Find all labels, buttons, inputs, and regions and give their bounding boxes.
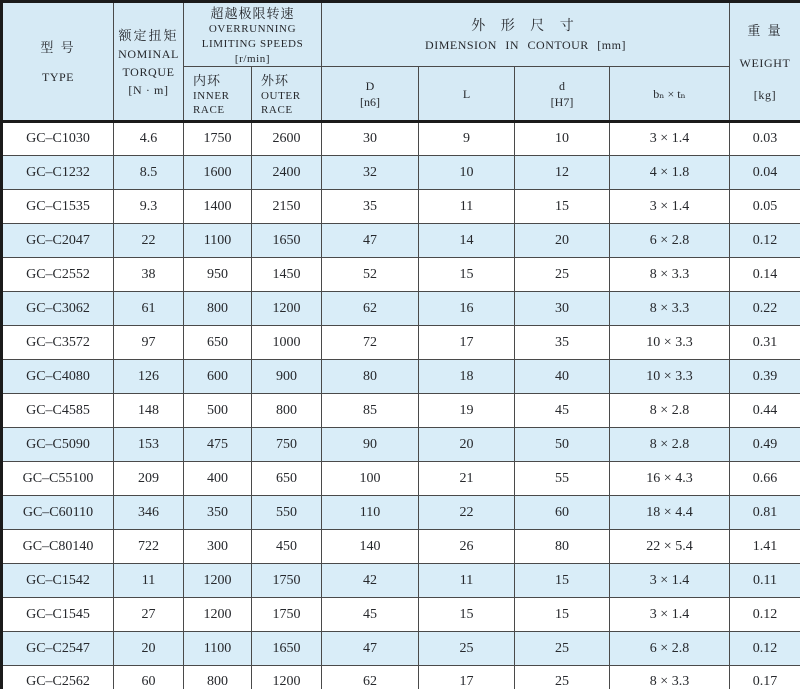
cell-keyway: 8 × 3.3 xyxy=(610,666,730,689)
header-inner-en2: RACE xyxy=(193,104,225,117)
header-dimension xyxy=(322,2,730,67)
cell-outer-speed: 2400 xyxy=(252,156,322,190)
cell-torque: 346 xyxy=(114,496,184,530)
cell-inner-speed: 1100 xyxy=(184,224,252,258)
cell-D: 110 xyxy=(322,496,419,530)
cell-d: 15 xyxy=(515,190,610,224)
table-row xyxy=(2,632,800,666)
header-torque-unit: [N · m] xyxy=(128,83,169,98)
cell-inner-speed: 300 xyxy=(184,530,252,564)
cell-L: 26 xyxy=(419,530,515,564)
cell-type: GC–C2552 xyxy=(2,258,114,292)
cell-inner-speed: 1750 xyxy=(184,122,252,156)
cell-D: 42 xyxy=(322,564,419,598)
header-weight-zh: 重 量 xyxy=(747,23,783,39)
cell-weight: 0.14 xyxy=(730,258,800,292)
table-row xyxy=(2,394,800,428)
cell-keyway: 10 × 3.3 xyxy=(610,326,730,360)
cell-keyway: 16 × 4.3 xyxy=(610,462,730,496)
cell-type: GC–C60110 xyxy=(2,496,114,530)
cell-L: 18 xyxy=(419,360,515,394)
cell-d: 50 xyxy=(515,428,610,462)
cell-outer-speed: 1450 xyxy=(252,258,322,292)
header-speeds-en2: LIMITING SPEEDS xyxy=(201,37,304,50)
header-weight-unit: [kg] xyxy=(753,88,777,103)
header-inner-race xyxy=(184,67,252,122)
table-row xyxy=(2,360,800,394)
header-weight-en: WEIGHT xyxy=(739,56,791,71)
cell-L: 17 xyxy=(419,666,515,689)
cell-d: 20 xyxy=(515,224,610,258)
cell-D: 85 xyxy=(322,394,419,428)
cell-inner-speed: 1200 xyxy=(184,564,252,598)
cell-inner-speed: 1400 xyxy=(184,190,252,224)
cell-outer-speed: 550 xyxy=(252,496,322,530)
cell-D: 62 xyxy=(322,666,419,689)
cell-torque: 22 xyxy=(114,224,184,258)
cell-inner-speed: 500 xyxy=(184,394,252,428)
cell-outer-speed: 1000 xyxy=(252,326,322,360)
cell-d: 25 xyxy=(515,258,610,292)
cell-d: 25 xyxy=(515,666,610,689)
header-speeds-unit: [r/min] xyxy=(234,52,271,65)
cell-outer-speed: 750 xyxy=(252,428,322,462)
cell-L: 16 xyxy=(419,292,515,326)
cell-type: GC–C4585 xyxy=(2,394,114,428)
header-torque-en2: TORQUE xyxy=(122,65,175,80)
header-col-d-symbol: d xyxy=(559,78,565,93)
cell-D: 80 xyxy=(322,360,419,394)
cell-type: GC–C1535 xyxy=(2,190,114,224)
cell-type: GC–C2562 xyxy=(2,666,114,689)
cell-type: GC–C1542 xyxy=(2,564,114,598)
cell-type: GC–C1545 xyxy=(2,598,114,632)
table-row xyxy=(2,326,800,360)
table-row xyxy=(2,496,800,530)
cell-type: GC–C55100 xyxy=(2,462,114,496)
cell-D: 47 xyxy=(322,224,419,258)
table-row xyxy=(2,258,800,292)
cell-L: 25 xyxy=(419,632,515,666)
cell-torque: 126 xyxy=(114,360,184,394)
table-row xyxy=(2,462,800,496)
cell-keyway: 3 × 1.4 xyxy=(610,190,730,224)
table-row xyxy=(2,122,800,156)
header-type-zh: 型 号 xyxy=(40,40,76,56)
cell-type: GC–C3572 xyxy=(2,326,114,360)
cell-inner-speed: 1200 xyxy=(184,598,252,632)
cell-keyway: 3 × 1.4 xyxy=(610,598,730,632)
header-outer-en2: RACE xyxy=(261,104,293,117)
cell-weight: 0.31 xyxy=(730,326,800,360)
cell-d: 10 xyxy=(515,122,610,156)
cell-weight: 0.05 xyxy=(730,190,800,224)
table-row xyxy=(2,224,800,258)
cell-outer-speed: 650 xyxy=(252,462,322,496)
table-row xyxy=(2,564,800,598)
cell-d: 25 xyxy=(515,632,610,666)
cell-keyway: 8 × 2.8 xyxy=(610,394,730,428)
header-col-d-tolerance: [H7] xyxy=(550,94,574,109)
header-torque-zh: 额定扭矩 xyxy=(118,28,179,44)
cell-keyway: 18 × 4.4 xyxy=(610,496,730,530)
cell-L: 20 xyxy=(419,428,515,462)
table-row xyxy=(2,156,800,190)
cell-L: 11 xyxy=(419,190,515,224)
header-dimension-zh: 外 形 尺 寸 xyxy=(471,19,580,35)
cell-torque: 38 xyxy=(114,258,184,292)
cell-weight: 0.12 xyxy=(730,632,800,666)
cell-D: 100 xyxy=(322,462,419,496)
header-col-L-symbol: L xyxy=(462,86,471,101)
cell-outer-speed: 1650 xyxy=(252,632,322,666)
table-row xyxy=(2,666,800,689)
cell-inner-speed: 400 xyxy=(184,462,252,496)
cell-torque: 60 xyxy=(114,666,184,689)
header-inner-zh: 内环 xyxy=(193,72,222,88)
cell-inner-speed: 600 xyxy=(184,360,252,394)
cell-weight: 0.12 xyxy=(730,598,800,632)
cell-D: 47 xyxy=(322,632,419,666)
cell-L: 21 xyxy=(419,462,515,496)
cell-torque: 8.5 xyxy=(114,156,184,190)
cell-keyway: 8 × 2.8 xyxy=(610,428,730,462)
header-torque-en1: NOMINAL xyxy=(118,47,179,62)
cell-type: GC–C1030 xyxy=(2,122,114,156)
cell-L: 19 xyxy=(419,394,515,428)
table-row xyxy=(2,428,800,462)
cell-weight: 0.49 xyxy=(730,428,800,462)
cell-torque: 148 xyxy=(114,394,184,428)
cell-weight: 0.66 xyxy=(730,462,800,496)
cell-type: GC–C5090 xyxy=(2,428,114,462)
cell-keyway: 3 × 1.4 xyxy=(610,564,730,598)
cell-keyway: 6 × 2.8 xyxy=(610,632,730,666)
cell-d: 55 xyxy=(515,462,610,496)
cell-L: 22 xyxy=(419,496,515,530)
cell-d: 12 xyxy=(515,156,610,190)
cell-keyway: 10 × 3.3 xyxy=(610,360,730,394)
cell-d: 40 xyxy=(515,360,610,394)
cell-outer-speed: 2150 xyxy=(252,190,322,224)
table-row xyxy=(2,292,800,326)
cell-weight: 0.11 xyxy=(730,564,800,598)
cell-outer-speed: 450 xyxy=(252,530,322,564)
cell-L: 9 xyxy=(419,122,515,156)
cell-d: 15 xyxy=(515,598,610,632)
cell-torque: 11 xyxy=(114,564,184,598)
cell-outer-speed: 900 xyxy=(252,360,322,394)
cell-torque: 97 xyxy=(114,326,184,360)
cell-type: GC–C3062 xyxy=(2,292,114,326)
cell-torque: 153 xyxy=(114,428,184,462)
cell-weight: 0.81 xyxy=(730,496,800,530)
cell-D: 90 xyxy=(322,428,419,462)
cell-weight: 0.03 xyxy=(730,122,800,156)
cell-D: 32 xyxy=(322,156,419,190)
cell-outer-speed: 800 xyxy=(252,394,322,428)
cell-inner-speed: 800 xyxy=(184,292,252,326)
cell-D: 35 xyxy=(322,190,419,224)
table-body xyxy=(2,122,800,689)
cell-keyway: 22 × 5.4 xyxy=(610,530,730,564)
cell-L: 14 xyxy=(419,224,515,258)
cell-inner-speed: 800 xyxy=(184,666,252,689)
cell-inner-speed: 350 xyxy=(184,496,252,530)
header-col-keyway xyxy=(610,67,730,122)
table-row xyxy=(2,598,800,632)
cell-keyway: 6 × 2.8 xyxy=(610,224,730,258)
header-col-D-symbol: D xyxy=(365,78,375,93)
cell-weight: 0.17 xyxy=(730,666,800,689)
cell-inner-speed: 1600 xyxy=(184,156,252,190)
header-col-D-tolerance: [n6] xyxy=(360,94,380,109)
cell-weight: 0.12 xyxy=(730,224,800,258)
cell-L: 11 xyxy=(419,564,515,598)
header-col-D xyxy=(322,67,419,122)
cell-d: 35 xyxy=(515,326,610,360)
header-outer-en1: OUTER xyxy=(261,89,301,102)
cell-d: 80 xyxy=(515,530,610,564)
cell-L: 17 xyxy=(419,326,515,360)
cell-L: 10 xyxy=(419,156,515,190)
header-col-keyway-symbol: bₙ × tₙ xyxy=(653,86,686,101)
cell-type: GC–C4080 xyxy=(2,360,114,394)
header-inner-en1: INNER xyxy=(193,89,230,102)
cell-keyway: 8 × 3.3 xyxy=(610,292,730,326)
header-outer-race xyxy=(252,67,322,122)
cell-type: GC–C2547 xyxy=(2,632,114,666)
cell-outer-speed: 1200 xyxy=(252,666,322,689)
cell-type: GC–C80140 xyxy=(2,530,114,564)
cell-D: 62 xyxy=(322,292,419,326)
cell-outer-speed: 2600 xyxy=(252,122,322,156)
cell-keyway: 8 × 3.3 xyxy=(610,258,730,292)
cell-torque: 9.3 xyxy=(114,190,184,224)
cell-inner-speed: 475 xyxy=(184,428,252,462)
header-overrunning-speeds xyxy=(184,2,322,67)
cell-outer-speed: 1750 xyxy=(252,564,322,598)
header-speeds-zh: 超越极限转速 xyxy=(210,6,295,21)
cell-torque: 4.6 xyxy=(114,122,184,156)
cell-weight: 0.39 xyxy=(730,360,800,394)
cell-torque: 27 xyxy=(114,598,184,632)
cell-d: 30 xyxy=(515,292,610,326)
header-type xyxy=(2,2,114,122)
cell-D: 140 xyxy=(322,530,419,564)
cell-torque: 722 xyxy=(114,530,184,564)
cell-d: 60 xyxy=(515,496,610,530)
cell-type: GC–C1232 xyxy=(2,156,114,190)
header-type-en: TYPE xyxy=(42,70,74,85)
cell-inner-speed: 650 xyxy=(184,326,252,360)
cell-D: 45 xyxy=(322,598,419,632)
cell-d: 45 xyxy=(515,394,610,428)
cell-L: 15 xyxy=(419,258,515,292)
cell-d: 15 xyxy=(515,564,610,598)
cell-D: 52 xyxy=(322,258,419,292)
cell-keyway: 3 × 1.4 xyxy=(610,122,730,156)
cell-outer-speed: 1200 xyxy=(252,292,322,326)
cell-D: 30 xyxy=(322,122,419,156)
cell-outer-speed: 1750 xyxy=(252,598,322,632)
cell-torque: 209 xyxy=(114,462,184,496)
cell-type: GC–C2047 xyxy=(2,224,114,258)
header-outer-zh: 外环 xyxy=(261,72,290,88)
header-col-d xyxy=(515,67,610,122)
table-row xyxy=(2,190,800,224)
cell-inner-speed: 1100 xyxy=(184,632,252,666)
cell-weight: 0.22 xyxy=(730,292,800,326)
header-col-L xyxy=(419,67,515,122)
cell-keyway: 4 × 1.8 xyxy=(610,156,730,190)
cell-D: 72 xyxy=(322,326,419,360)
cell-torque: 20 xyxy=(114,632,184,666)
cell-inner-speed: 950 xyxy=(184,258,252,292)
cell-weight: 1.41 xyxy=(730,530,800,564)
header-weight xyxy=(730,2,800,122)
cell-outer-speed: 1650 xyxy=(252,224,322,258)
cell-weight: 0.44 xyxy=(730,394,800,428)
cell-L: 15 xyxy=(419,598,515,632)
cell-weight: 0.04 xyxy=(730,156,800,190)
header-dimension-en: DIMENSION IN CONTOUR [mm] xyxy=(425,38,626,53)
table-row xyxy=(2,530,800,564)
cell-torque: 61 xyxy=(114,292,184,326)
table-header xyxy=(2,2,800,122)
header-torque xyxy=(114,2,184,122)
header-speeds-en1: OVERRUNNING xyxy=(208,23,297,35)
